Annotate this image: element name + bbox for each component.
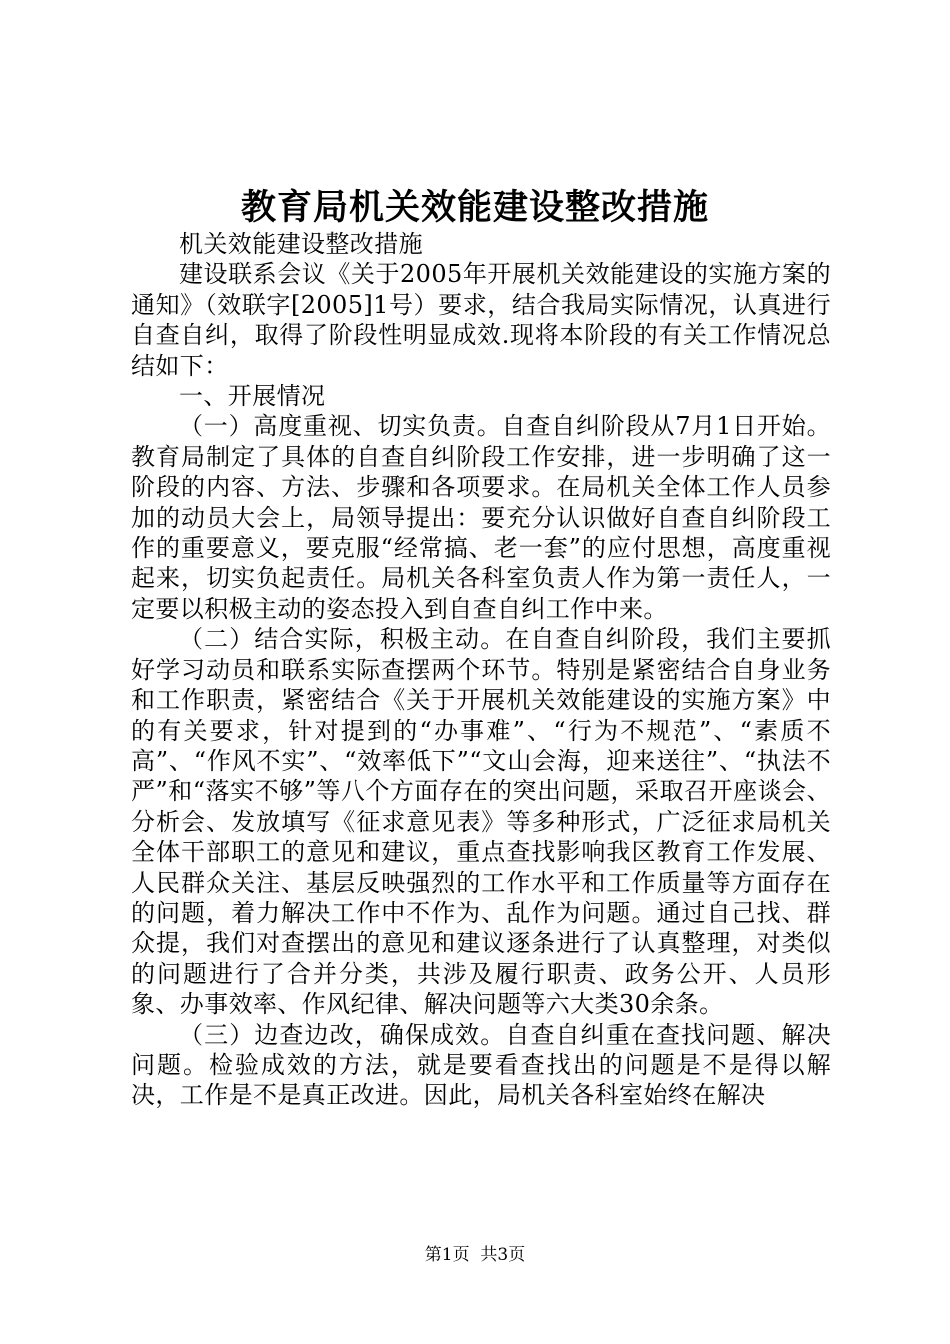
- paragraph-intro: 建设联系会议《关于2005年开展机关效能建设的实施方案的通知》（效联字[2005]1号）要求，结合我局实际情况，认真进行自查自纠，取得了阶段性明显成效.现将本阶段的有关工作情况总结如下：: [131, 260, 831, 380]
- document-title: 教育局机关效能建设整改措施: [240, 187, 709, 228]
- page-total: 共3页: [480, 1245, 526, 1265]
- section-heading: 一、开展情况: [179, 382, 326, 411]
- paragraph-item-2: （二）结合实际，积极主动。在自查自纠阶段，我们主要抓好学习动员和联系实际查摆两个环节。特别是紧密结合自身业务和工作职责，紧密结合《关于开展机关效能建设的实施方案》中的有关要求，针对提到的“办事难”、“行为不规范”、“素质不高”、“作风不实”、“效率低下”“文山会海，迎来送往”、“执法不严”和“落实不够”等八个方面存在的突出问题，采取召开座谈会、分析会、发放填写《征求意见表》等多种形式，广泛征求局机关全体干部职工的意见和建议，重点查找影响我区教育工作发展、人民群众关注、基层反映强烈的工作水平和工作质量等方面存在的问题，着力解决工作中不作为、乱作为问题。通过自己找、群众提，我们对查摆出的意见和建议逐条进行了认真整理，对类似的问题进行了合并分类，共涉及履行职责、政务公开、人员形象、办事效率、作风纪律、解决问题等六大类30余条。: [131, 625, 831, 1019]
- paragraph-item-1: （一）高度重视、切实负责。自查自纠阶段从7月1日开始。教育局制定了具体的自查自纠阶段工作安排，进一步明确了这一阶段的内容、方法、步骤和各项要求。在局机关全体工作人员参加的动员大会上，局领导提出：要充分认识做好自查自纠阶段工作的重要意义，要克服“经常搞、老一套”的应付思想，高度重视起来，切实负起责任。局机关各科室负责人作为第一责任人，一定要以积极主动的姿态投入到自查自纠工作中来。: [131, 412, 831, 623]
- page-footer: [0, 1244, 950, 1266]
- paragraph-item-3: （三）边查边改，确保成效。自查自纠重在查找问题、解决问题。检验成效的方法，就是要看查找出的问题是不是得以解决，工作是不是真正改进。因此，局机关各科室始终在解决: [131, 1020, 831, 1110]
- page-number: 第1页: [424, 1245, 470, 1265]
- document-body: [131, 229, 831, 1111]
- paragraph-subtitle: 机关效能建设整改措施: [179, 230, 423, 258]
